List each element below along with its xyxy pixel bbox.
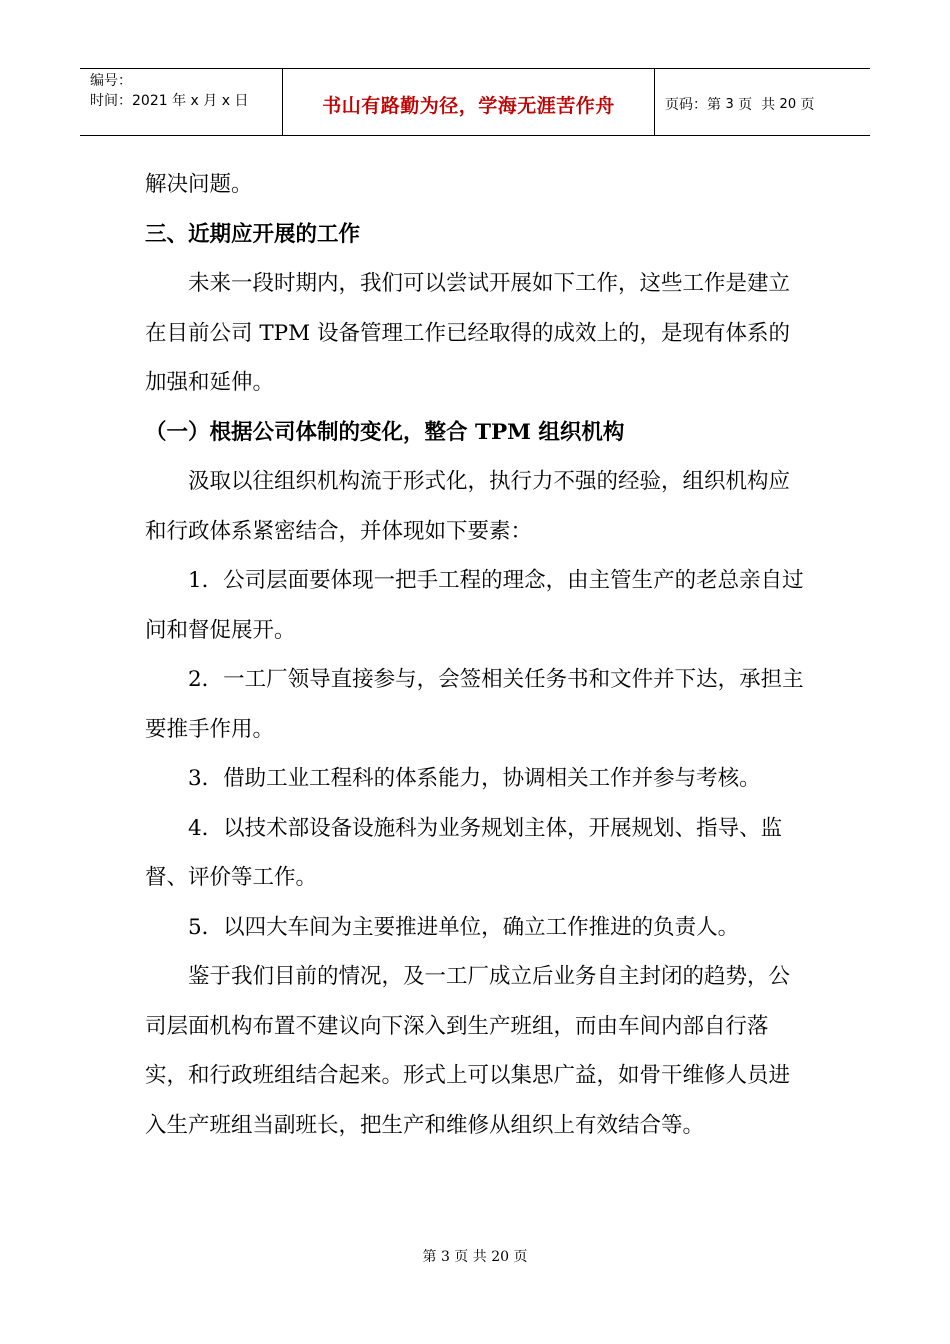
page-info-mid: 页 共 bbox=[733, 97, 780, 113]
footer-total-pages: 20 bbox=[491, 1249, 510, 1265]
header-motto: 书山有路勤为径，学海无涯苦作舟 bbox=[322, 94, 615, 117]
document-number-label: 编号： bbox=[90, 73, 132, 89]
list-item: 1．公司层面要体现一把手工程的理念，由主管生产的老总亲自过问和督促展开。 bbox=[145, 568, 804, 643]
document-date: 时间：2021 年 x 月 x 日 bbox=[90, 93, 249, 109]
page-info-suffix: 页 bbox=[796, 97, 815, 113]
paragraph: 汲取以往组织机构流于形式化，执行力不强的经验，组织机构应和行政体系紧密结合，并体现如下要素： bbox=[145, 469, 791, 544]
header-meta bbox=[80, 69, 282, 135]
page-info-current: 3 bbox=[725, 96, 734, 112]
footer-prefix: 第 bbox=[422, 1249, 441, 1265]
paragraph: 鉴于我们目前的情况，及一工厂成立后业务自主封闭的趋势，公司层面机构布置不建议向下深入到生产班组，而由车间内部自行落实，和行政班组结合起来。形式上可以集思广益，如骨干维修人员进入生产班组当副班长，把生产和维修从组织上有效结合等。 bbox=[145, 964, 791, 1138]
document-body bbox=[145, 160, 810, 1150]
header-page-info bbox=[655, 69, 870, 135]
list-item: 5．以四大车间为主要推进单位，确立工作推进的负责人。 bbox=[188, 914, 740, 940]
footer-mid: 页 共 bbox=[449, 1249, 492, 1265]
paragraph: 解决问题。 bbox=[145, 172, 253, 197]
page-header bbox=[80, 68, 870, 136]
list-item: 4．以技术部设备设施科为业务规划主体，开展规划、指导、监督、评价等工作。 bbox=[145, 815, 783, 890]
header-motto-cell bbox=[282, 69, 655, 135]
list-item: 2．一工厂领导直接参与，会签相关任务书和文件并下达，承担主要推手作用。 bbox=[145, 667, 804, 742]
paragraph: 未来一段时期内，我们可以尝试开展如下工作，这些工作是建立在目前公司 TPM 设备管理工作已经取得的成效上的，是现有体系的加强和延伸。 bbox=[145, 271, 791, 395]
page-info-prefix: 页码：第 bbox=[665, 97, 726, 113]
subsection-heading: （一）根据公司体制的变化，整合 TPM 组织机构 bbox=[145, 419, 625, 445]
section-heading: 三、近期应开展的工作 bbox=[145, 221, 361, 247]
footer-current-page: 3 bbox=[440, 1249, 450, 1265]
page-footer bbox=[0, 1246, 950, 1266]
page-info-total: 20 bbox=[779, 96, 797, 112]
footer-suffix: 页 bbox=[509, 1249, 528, 1265]
list-item: 3．借助工业工程科的体系能力，协调相关工作并参与考核。 bbox=[188, 766, 761, 791]
